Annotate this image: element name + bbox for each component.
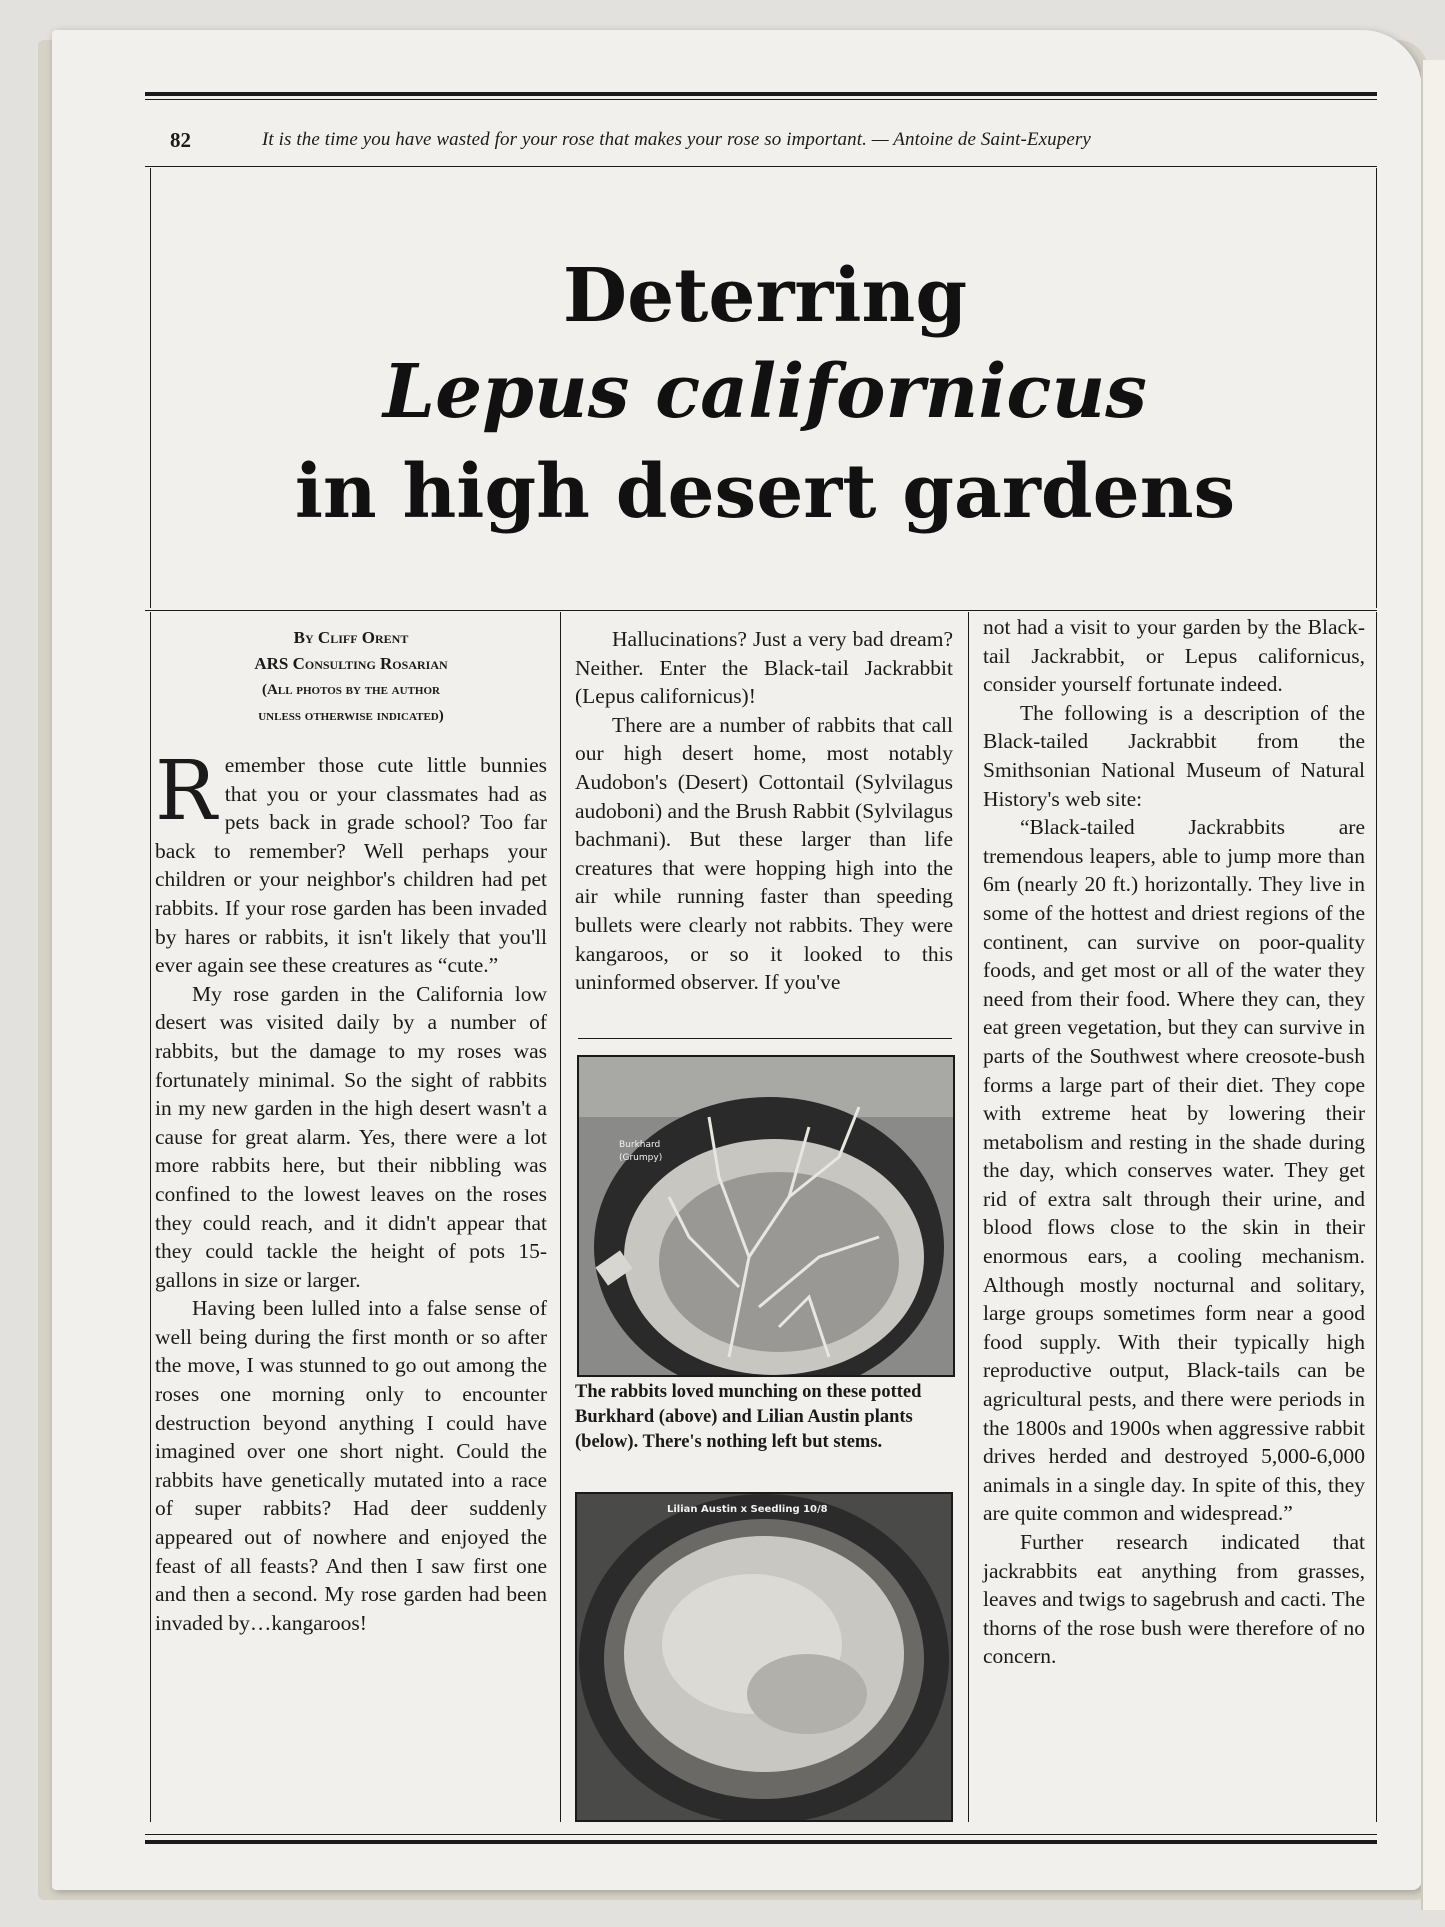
column-1 [155, 625, 547, 1637]
column-3-paragraph-3: “Black-tailed Jackrabbits are tremendous leapers, able to jump more than 6m (nearly 20 ft.) horizontally. They live in some of the hottest and driest regions of the continent, can survive on poor-quality foods, and get most or all of the water they need from their food. Where they can, they eat green vegetation, but they can survive in parts of the Southwest where creosote-bush forms a large part of their diet. They cope with extreme heat by lowering their metabolism and resting in the shade during the day, which conserves water. They get rid of extra salt through their urine, and blood flows close to the skin in their enormous ears, a cooling mechanism. Although mostly nocturnal and solitary, large groups sometimes form near a good food supply. With their typically high reproductive output, Black-tails can be agricultural pests, and there were periods in the 1800s and 1900s when aggressive rabbit drives herded and destroyed 5,000-6,000 animals in a single day. In spite of this, they are quite common and widespread.” [983, 815, 1365, 1526]
photo-lilian-label: Lilian Austin x Seedling 10/8 [667, 1504, 828, 1515]
right-border [1376, 612, 1377, 1822]
photo-lilian-austin-image [577, 1494, 951, 1820]
column-1-paragraph-3: Having been lulled into a false sense of well being during the first month or so after the move, I was stunned to go out among the roses one morning only to encounter destruction beyond anything I could have imagined over one short night. Could the rabbits have genetically mutated into a race of super rabbits? Had deer suddenly appeared out of nowhere and enjoyed the feast of all feasts? And then I saw first one and then a second. My rose garden had been invaded by…kangaroos! [155, 1296, 547, 1635]
title-line-3: in high desert gardens [294, 449, 1236, 535]
column-2-paragraph-1: Hallucinations? Just a very bad dream? Neither. Enter the Black-tail Jackrabbit (Lepus californicus)! [575, 627, 953, 709]
header-top-rule-thin [145, 99, 1377, 100]
title-line-1: Deterring [562, 253, 968, 339]
column-1-paragraph-2: My rose garden in the California low desert was visited daily by a number of rabbits, but the damage to my roses was fortunately minimal. So the sight of rabbits in my new garden in the high desert wasn't a cause for great alarm. Yes, there were a lot more rabbits here, but their nibbling was confined to the lowest leaves on the roses they could reach, and it didn't appear that they could tackle the height of pots 15-gallons in size or larger. [155, 981, 547, 1292]
photo-lilian-austin [575, 1492, 953, 1822]
column-3 [983, 613, 1365, 1671]
byline-author: By Cliff Orent [293, 628, 409, 647]
photo-burkhard-label-2: (Grumpy) [619, 1153, 663, 1163]
column-divider-1 [560, 612, 561, 1822]
column-3-paragraph-4: Further research indicated that jackrabbits eat anything from grasses, leaves and twigs to sagebrush and cacti. The thorns of the rose bush were therefore of no concern. [983, 1530, 1365, 1669]
footer-rule-thin [145, 1834, 1377, 1835]
running-header [170, 120, 1280, 160]
photo-burkhard-label-1: Burkhard [619, 1140, 661, 1150]
byline [155, 625, 547, 729]
header-bottom-rule [145, 166, 1377, 167]
photo-burkhard [577, 1055, 955, 1377]
title-bottom-rule [145, 610, 1377, 611]
column-divider-2 [968, 612, 969, 1822]
adjacent-page-edge [1421, 60, 1445, 1910]
column-3-paragraph-2: The following is a description of the Black-tailed Jackrabbit from the Smithsonian National Museum of Natural History's web site: [983, 700, 1365, 811]
column-1-paragraph-1 [155, 744, 547, 980]
photo-caption: The rabbits loved munching on these potted Burkhard (above) and Lilian Austin plants (below). There's nothing left but stems. [575, 1382, 922, 1452]
column-2-paragraph-2: There are a number of rabbits that call our high desert home, most notably Audobon's (Desert) Cottontail (Sylvilagus audoboni) and the Brush Rabbit (Sylvilagus bachmani). But these larger than life creatures that were hopping high into the air while running faster than speeding bullets were clearly not rabbits. They were kangaroos, or so it looked to this uninformed observer. If you've [575, 712, 954, 995]
column-2-photo-rule [578, 1038, 952, 1039]
drop-cap: R [155, 744, 217, 839]
footer-rule-thick [145, 1840, 1377, 1844]
byline-credit-1: (All photos by the author [262, 682, 440, 698]
byline-role: ARS Consulting Rosarian [254, 654, 448, 673]
column-1-paragraph-1-text: emember those cute little bunnies that you or your classmates had as pets back in grade school? Too far back to remember? Well perhaps your children or your neighbor's children had pet rabbits. If your rose garden has been invaded by hares or rabbits, it isn't likely that you'll ever again see these creatures as “cute.” [155, 753, 547, 978]
page-number: 82 [170, 127, 191, 152]
article-title [150, 250, 1380, 542]
left-border [150, 612, 151, 1822]
byline-credit-2: unless otherwise indicated) [258, 708, 444, 724]
title-line-2: Lepus californicus [383, 349, 1147, 435]
header-top-rule [145, 92, 1377, 96]
column-2 [575, 625, 953, 997]
column-3-paragraph-1: not had a visit to your garden by the Black-tail Jackrabbit, or Lepus californicus, consider yourself fortunate indeed. [983, 615, 1365, 697]
header-quote: It is the time you have wasted for your rose that makes your rose so important. — Antoine de Saint-Exupery [262, 129, 1091, 150]
photo-burkhard-image [579, 1057, 953, 1375]
